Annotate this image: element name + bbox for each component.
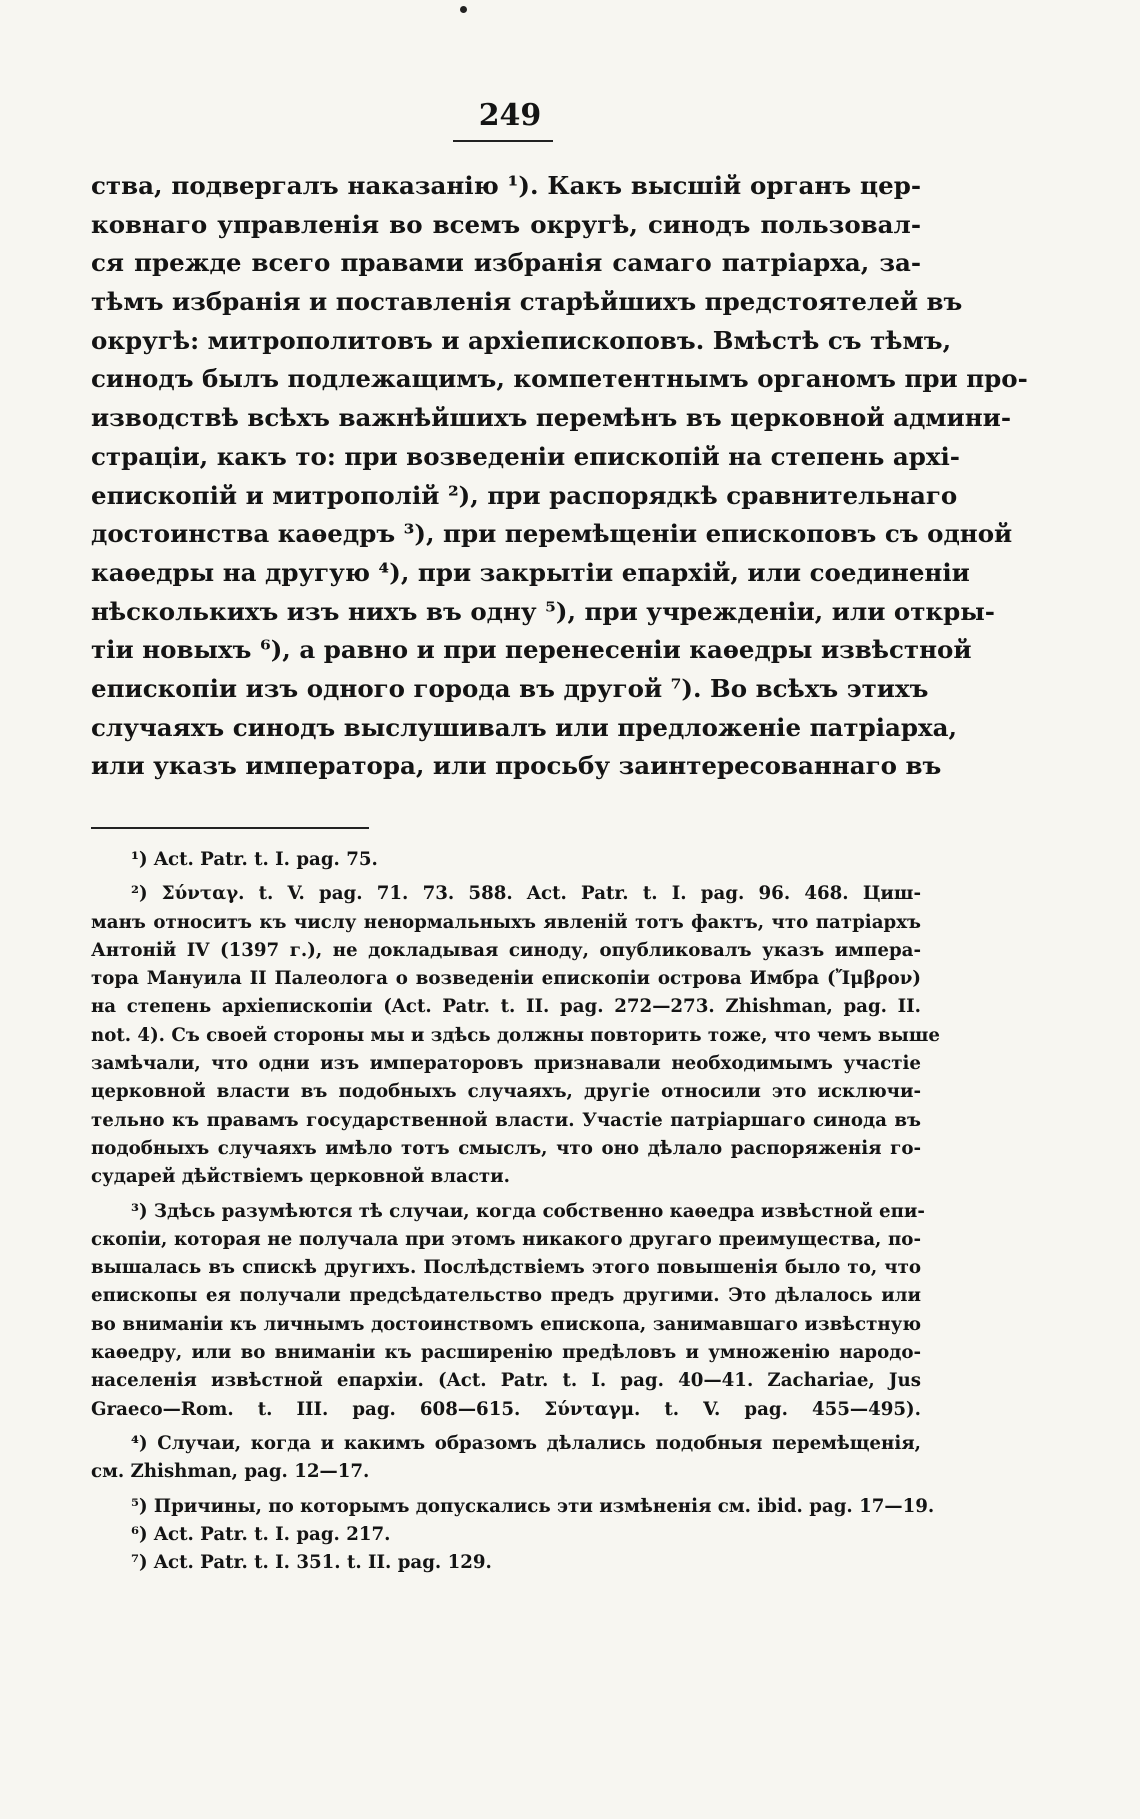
footnote-2-line: Антоній IV (1397 г.), не докладывая синоду, опубликовалъ указъ импера- (91, 939, 921, 961)
text-line: страціи, какъ то: при возведеніи епископій на степень архі- (91, 441, 960, 471)
footnotes (91, 846, 940, 1577)
footnote-3-line: во вниманіи къ личнымъ достоинствомъ епископа, занимавшаго извѣстную (91, 1313, 921, 1335)
text-line: тіи новыхъ ⁶), а равно и при перенесеніи каѳедры извѣстной (91, 635, 972, 665)
text-line: ковнаго управленія во всемъ округѣ, синодъ пользовал- (91, 209, 921, 239)
footnote-3-line: епископы ея получали предсѣдательство предъ другими. Это дѣлалось или (91, 1285, 921, 1307)
footnote-1: ¹) Act. Patr. t. I. pag. 75. (131, 849, 378, 870)
ink-dot (460, 6, 467, 13)
footnote-2-line: тельно къ правамъ государственной власти. Участіе патріаршаго синода въ (91, 1109, 921, 1131)
footnote-3-line: населенія извѣстной епархіи. (Act. Patr. t. I. pag. 40—41. Zachariae, Jus (91, 1370, 921, 1392)
text-line: изводствѣ всѣхъ важнѣйшихъ перемѣнъ въ церковной админи- (91, 403, 1012, 433)
footnote-2-line: на степень архіепископіи (Act. Patr. t. II. pag. 272—273. Zhishman, pag. II. (91, 996, 921, 1018)
text-line: нѣсколькихъ изъ нихъ въ одну ⁵), при учрежденіи, или откры- (91, 596, 995, 626)
footnote-2-line: ²) Σύνταγ. t. V. pag. 71. 73. 588. Act. Patr. t. I. pag. 96. 468. Циш- (131, 883, 921, 905)
footnote-3-line: вышалась въ спискѣ другихъ. Послѣдствіемъ этого повышенія было то, что (91, 1257, 921, 1279)
text-line: тѣмъ избранія и поставленія старѣйшихъ предстоятелей въ (91, 287, 963, 317)
text-line: епископіи изъ одного города въ другой ⁷). Во всѣхъ этихъ (91, 673, 929, 703)
footnote-2-line: not. 4). Съ своей стороны мы и здѣсь должны повторить тоже, что чемъ выше (91, 1024, 940, 1046)
footnote-4-line: см. Zhishman, pag. 12—17. (91, 1461, 370, 1483)
footnote-3-line: ³) Здѣсь разумѣются тѣ случаи, когда собственно каѳедра извѣстной епи- (131, 1200, 925, 1222)
footnote-2-line: церковной власти въ подобныхъ случаяхъ, другіе относили это исключи- (91, 1081, 921, 1103)
footnote-3-line: скопіи, которая не получала при этомъ никакого другаго преимущества, по- (91, 1228, 921, 1250)
text-line: или указъ императора, или просьбу заинтересованнаго въ (91, 751, 942, 781)
text-line: ства, подвергалъ наказанію ¹). Какъ высшій органъ цер- (91, 171, 921, 200)
footnote-5: ⁵) Причины, по которымъ допускались эти измѣненія см. ibid. pag. 17—19. (131, 1495, 935, 1517)
footnote-2-line: тора Мануила II Палеолога о возведеніи епископіи острова Имбра (Ἴμβρον) (91, 968, 921, 990)
text-line: каѳедры на другую ⁴), при закрытіи епархій, или соединеніи (91, 557, 970, 587)
footnote-6: ⁶) Act. Patr. t. I. pag. 217. (131, 1523, 391, 1545)
footnote-2-line: подобныхъ случаяхъ имѣло тотъ смыслъ, что оно дѣлало распоряженія го- (91, 1137, 921, 1159)
footnote-2-line: манъ относитъ къ числу ненормальныхъ явленій тотъ фактъ, что патріархъ (91, 911, 921, 933)
text-line: случаяхъ синодъ выслушивалъ или предложеніе патріарха, (91, 712, 958, 742)
footnote-2-line: замѣчали, что одни изъ императоровъ признавали необходимымъ участіе (91, 1053, 921, 1075)
text-line: синодъ былъ подлежащимъ, компетентнымъ органомъ при про- (91, 364, 1028, 394)
text-line: достоинства каѳедръ ³), при перемѣщеніи епископовъ съ одной (91, 519, 1013, 549)
footnote-2-line: сударей дѣйствіемъ церковной власти. (91, 1166, 510, 1188)
text-line: округѣ: митрополитовъ и архіепископовъ. Вмѣстѣ съ тѣмъ, (91, 325, 952, 355)
footnote-3-line: каѳедру, или во вниманіи къ расширенію предѣловъ и умноженію народо- (91, 1342, 921, 1364)
main-text (91, 167, 1028, 786)
footnote-3-line: Graeco—Rom. t. III. pag. 608—615. Σύνταγμ. t. V. pag. 455—495). (91, 1398, 921, 1420)
page-number: 249 (478, 98, 542, 133)
footnote-7: ⁷) Act. Patr. t. I. 351. t. II. pag. 129. (131, 1552, 492, 1574)
page-number-rule (453, 140, 553, 142)
footnote-4-line: ⁴) Случаи, когда и какимъ образомъ дѣлались подобныя перемѣщенія, (131, 1432, 921, 1454)
text-line: епископій и митрополій ²), при распорядкѣ сравнительнаго (91, 480, 958, 510)
text-line: ся прежде всего правами избранія самаго патріарха, за- (91, 248, 921, 278)
footnote-rule (91, 827, 369, 829)
